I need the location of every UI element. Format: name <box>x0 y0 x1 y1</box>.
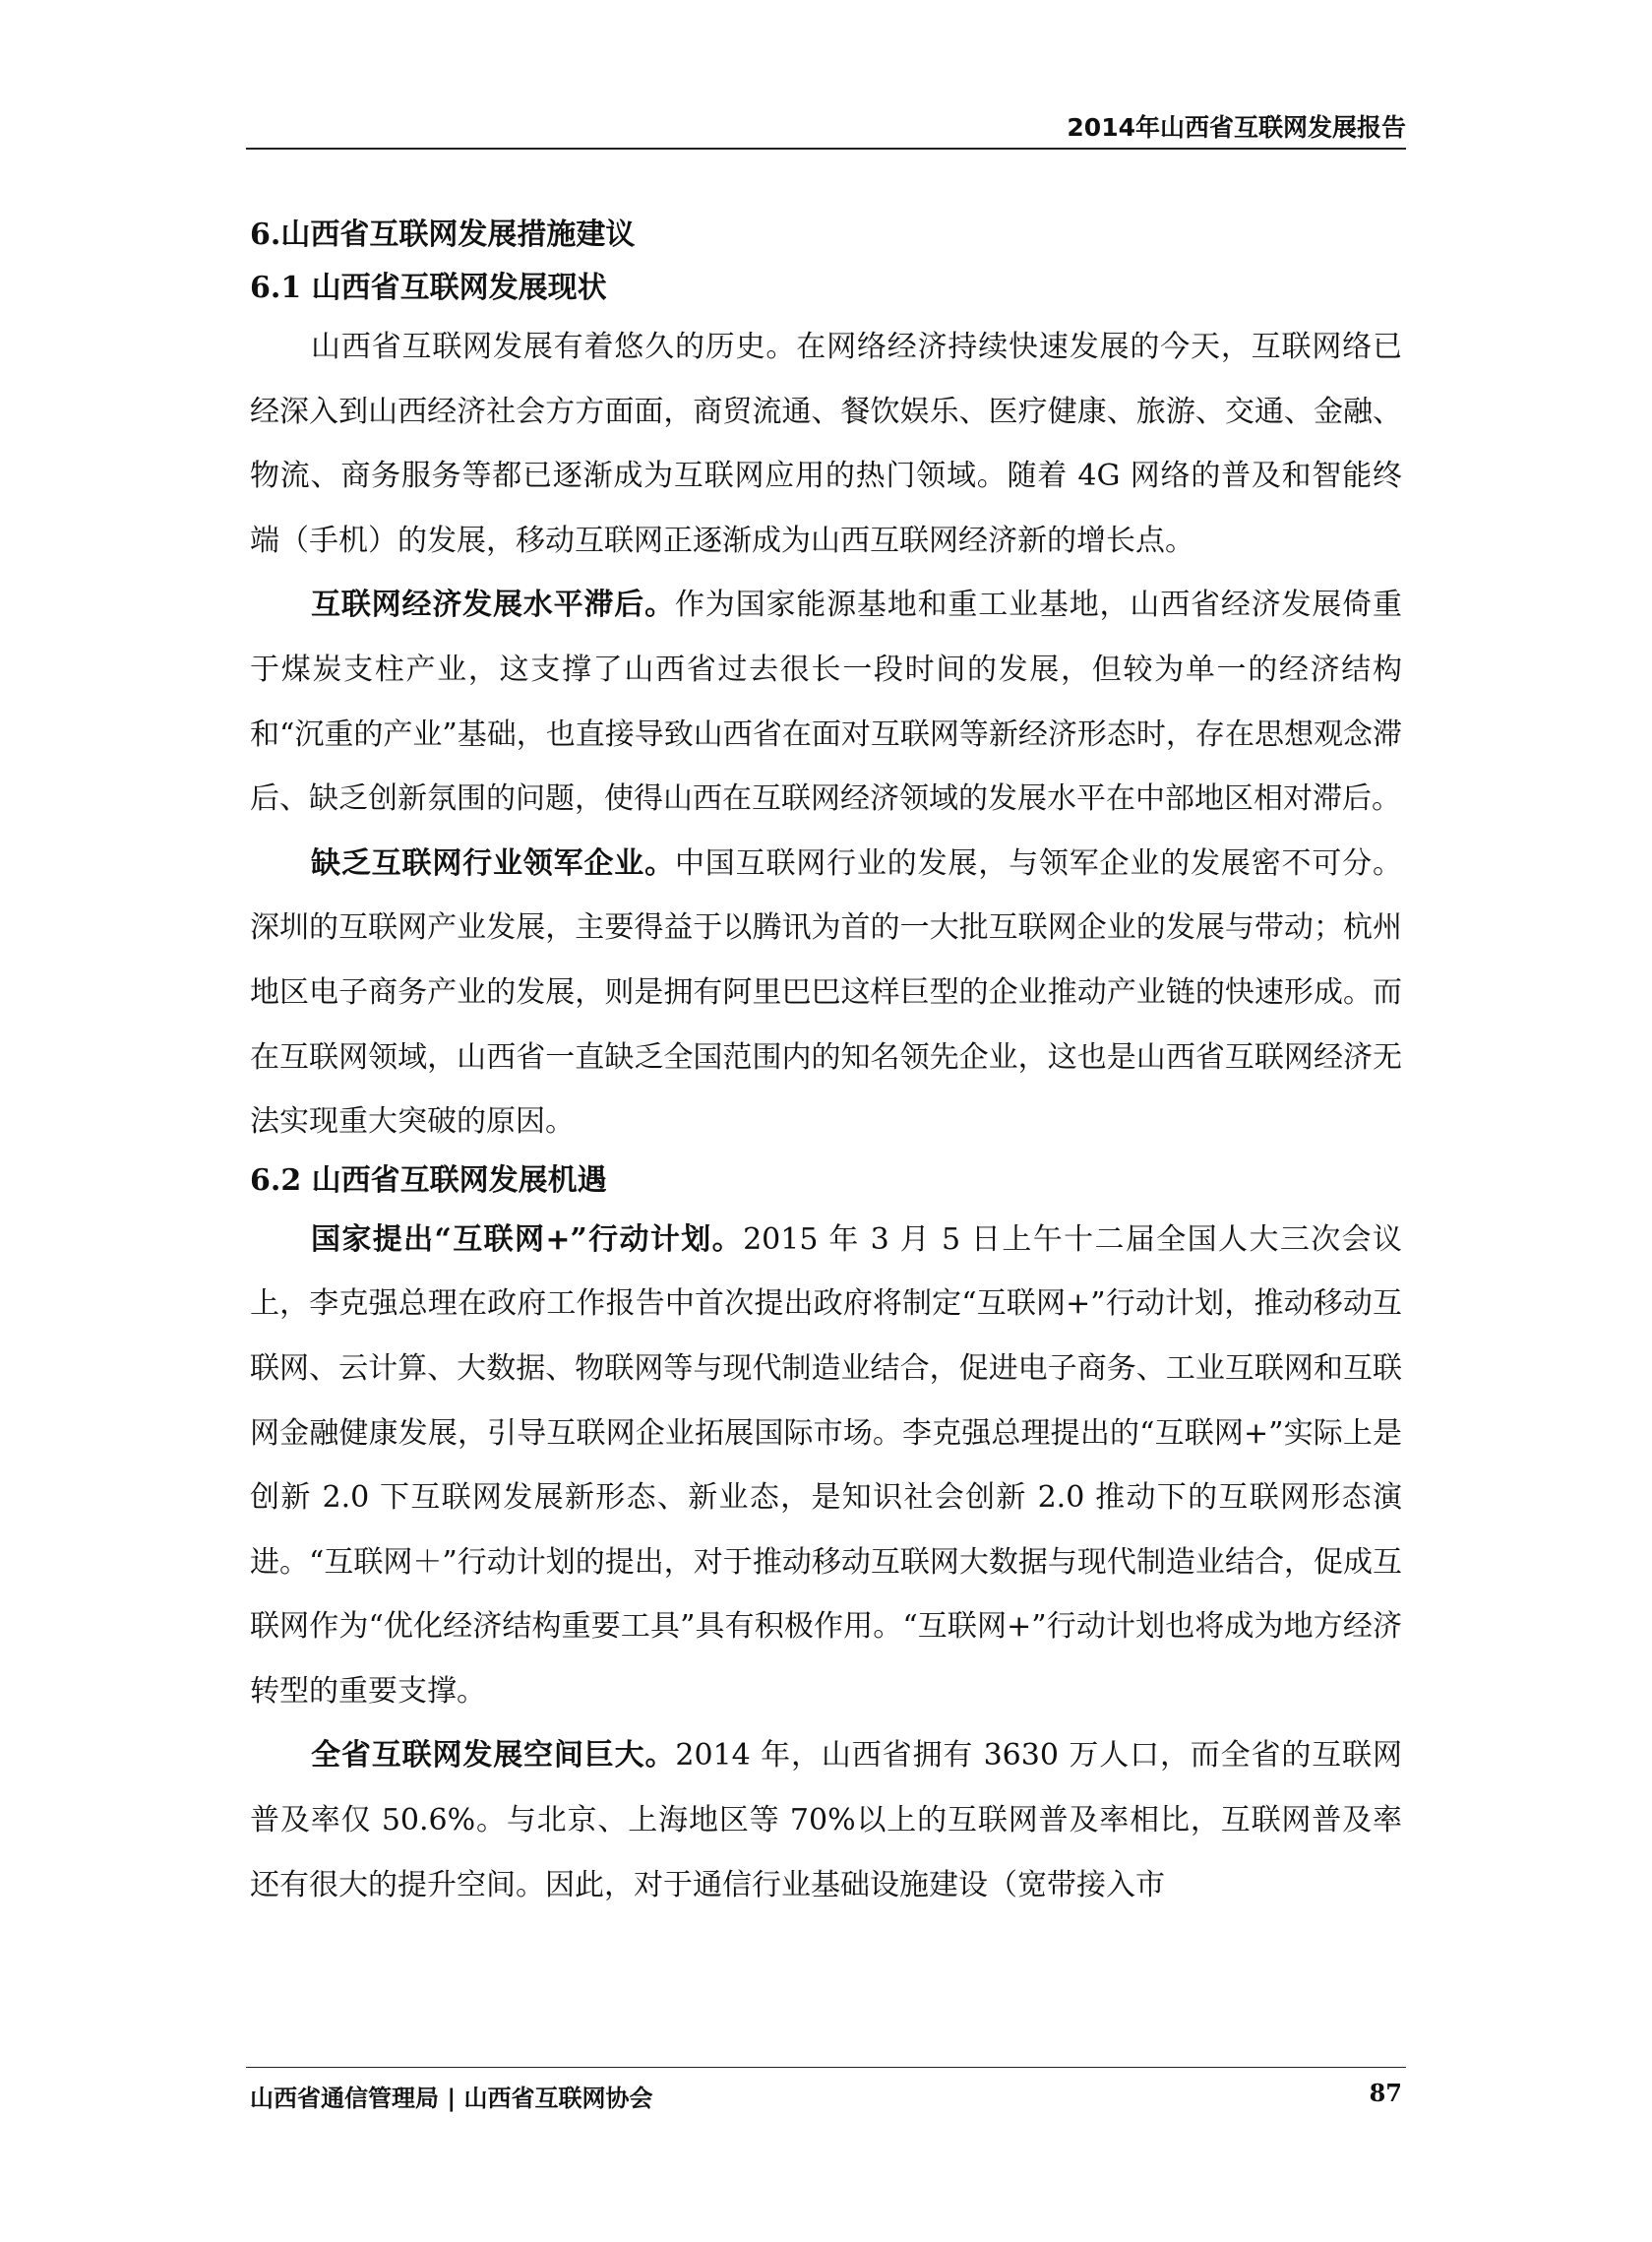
footer-rule <box>246 2067 1406 2068</box>
subsection-heading-6-2: 6.2 山西省互联网发展机遇 <box>250 1162 607 1198</box>
paragraph-lagging <box>250 573 1402 831</box>
paragraph-leading-enterprises <box>250 832 1402 1154</box>
paragraph-status: 山西省互联网发展有着悠久的历史。在网络经济持续快速发展的今天，互联网络已经深入到山西经济社会方方面面，商贸流通、餐饮娱乐、医疗健康、旅游、交通、金融、物流、商务服务等都已逐渐成为互联网应用的热门领域。随着 4G 网络的普及和智能终端（手机）的发展，移动互联网正逐渐成为山西互联网经济新的增长点。 <box>250 330 1402 558</box>
header-rule <box>246 148 1406 150</box>
paragraph-internet-plus <box>250 1208 1402 1724</box>
footer-organizations: 山西省通信管理局 | 山西省互联网协会 <box>250 2085 653 2112</box>
page-number: 87 <box>1369 2079 1402 2107</box>
paragraph-body: 作为国家能源基地和重工业基地，山西省经济发展倚重于煤炭支柱产业，这支撑了山西省过去很长一段时间的发展，但较为单一的经济结构和“沉重的产业”基础，也直接导致山西省在面对互联网等新经济形态时，存在思想观念滞后、缺乏创新氛围的问题，使得山西在互联网经济领域的发展水平在中部地区相对滞后。 <box>250 588 1403 817</box>
paragraph-body: 2014 年，山西省拥有 3630 万人口，而全省的互联网普及率仅 50.6%。与北京、上海地区等 70%以上的互联网普及率相比，互联网普及率还有很大的提升空间。因此，对于通信行业基础设施建设（宽带接入市 <box>250 1738 1402 1902</box>
paragraph-lead: 国家提出“互联网+”行动计划。 <box>311 1221 744 1257</box>
paragraph-lead: 缺乏互联网行业领军企业。 <box>311 845 675 881</box>
paragraph-body: 2015 年 3 月 5 日上午十二届全国人大三次会议上，李克强总理在政府工作报告中首次提出政府将制定“互联网+”行动计划，推动移动互联网、云计算、大数据、物联网等与现代制造业结合，促进电子商务、工业互联网和互联网金融健康发展，引导互联网企业拓展国际市场。李克强总理提出的“互联网+”实际上是创新 2.0 下互联网发展新形态、新业态，是知识社会创新 2.0 推动下的互联网形态演进。“互联网＋”行动计划的提出，对于推动移动互联网大数据与现代制造业结合，促成互联网作为“优化经济结构重要工具”具有积极作用。“互联网+”行动计划也将成为地方经济转型的重要支撑。 <box>250 1221 1402 1709</box>
paragraph-growth-space <box>250 1723 1402 1917</box>
paragraph-lead: 全省互联网发展空间巨大。 <box>311 1738 676 1774</box>
paragraph-lead: 互联网经济发展水平滞后。 <box>311 588 675 623</box>
page-body <box>250 207 1402 1917</box>
subsection-heading-6-1: 6.1 山西省互联网发展现状 <box>250 271 607 305</box>
paragraph-body: 中国互联网行业的发展，与领军企业的发展密不可分。深圳的互联网产业发展，主要得益于以腾讯为首的一大批互联网企业的发展与带动；杭州地区电子商务产业的发展，则是拥有阿里巴巴这样巨型的企业推动产业链的快速形成。而在互联网领域，山西省一直缺乏全国范围内的知名领先企业，这也是山西省互联网经济无法实现重大突破的原因。 <box>250 845 1403 1140</box>
section-heading: 6.山西省互联网发展措施建议 <box>250 218 636 252</box>
running-header: 2014年山西省互联网发展报告 <box>1067 113 1406 142</box>
